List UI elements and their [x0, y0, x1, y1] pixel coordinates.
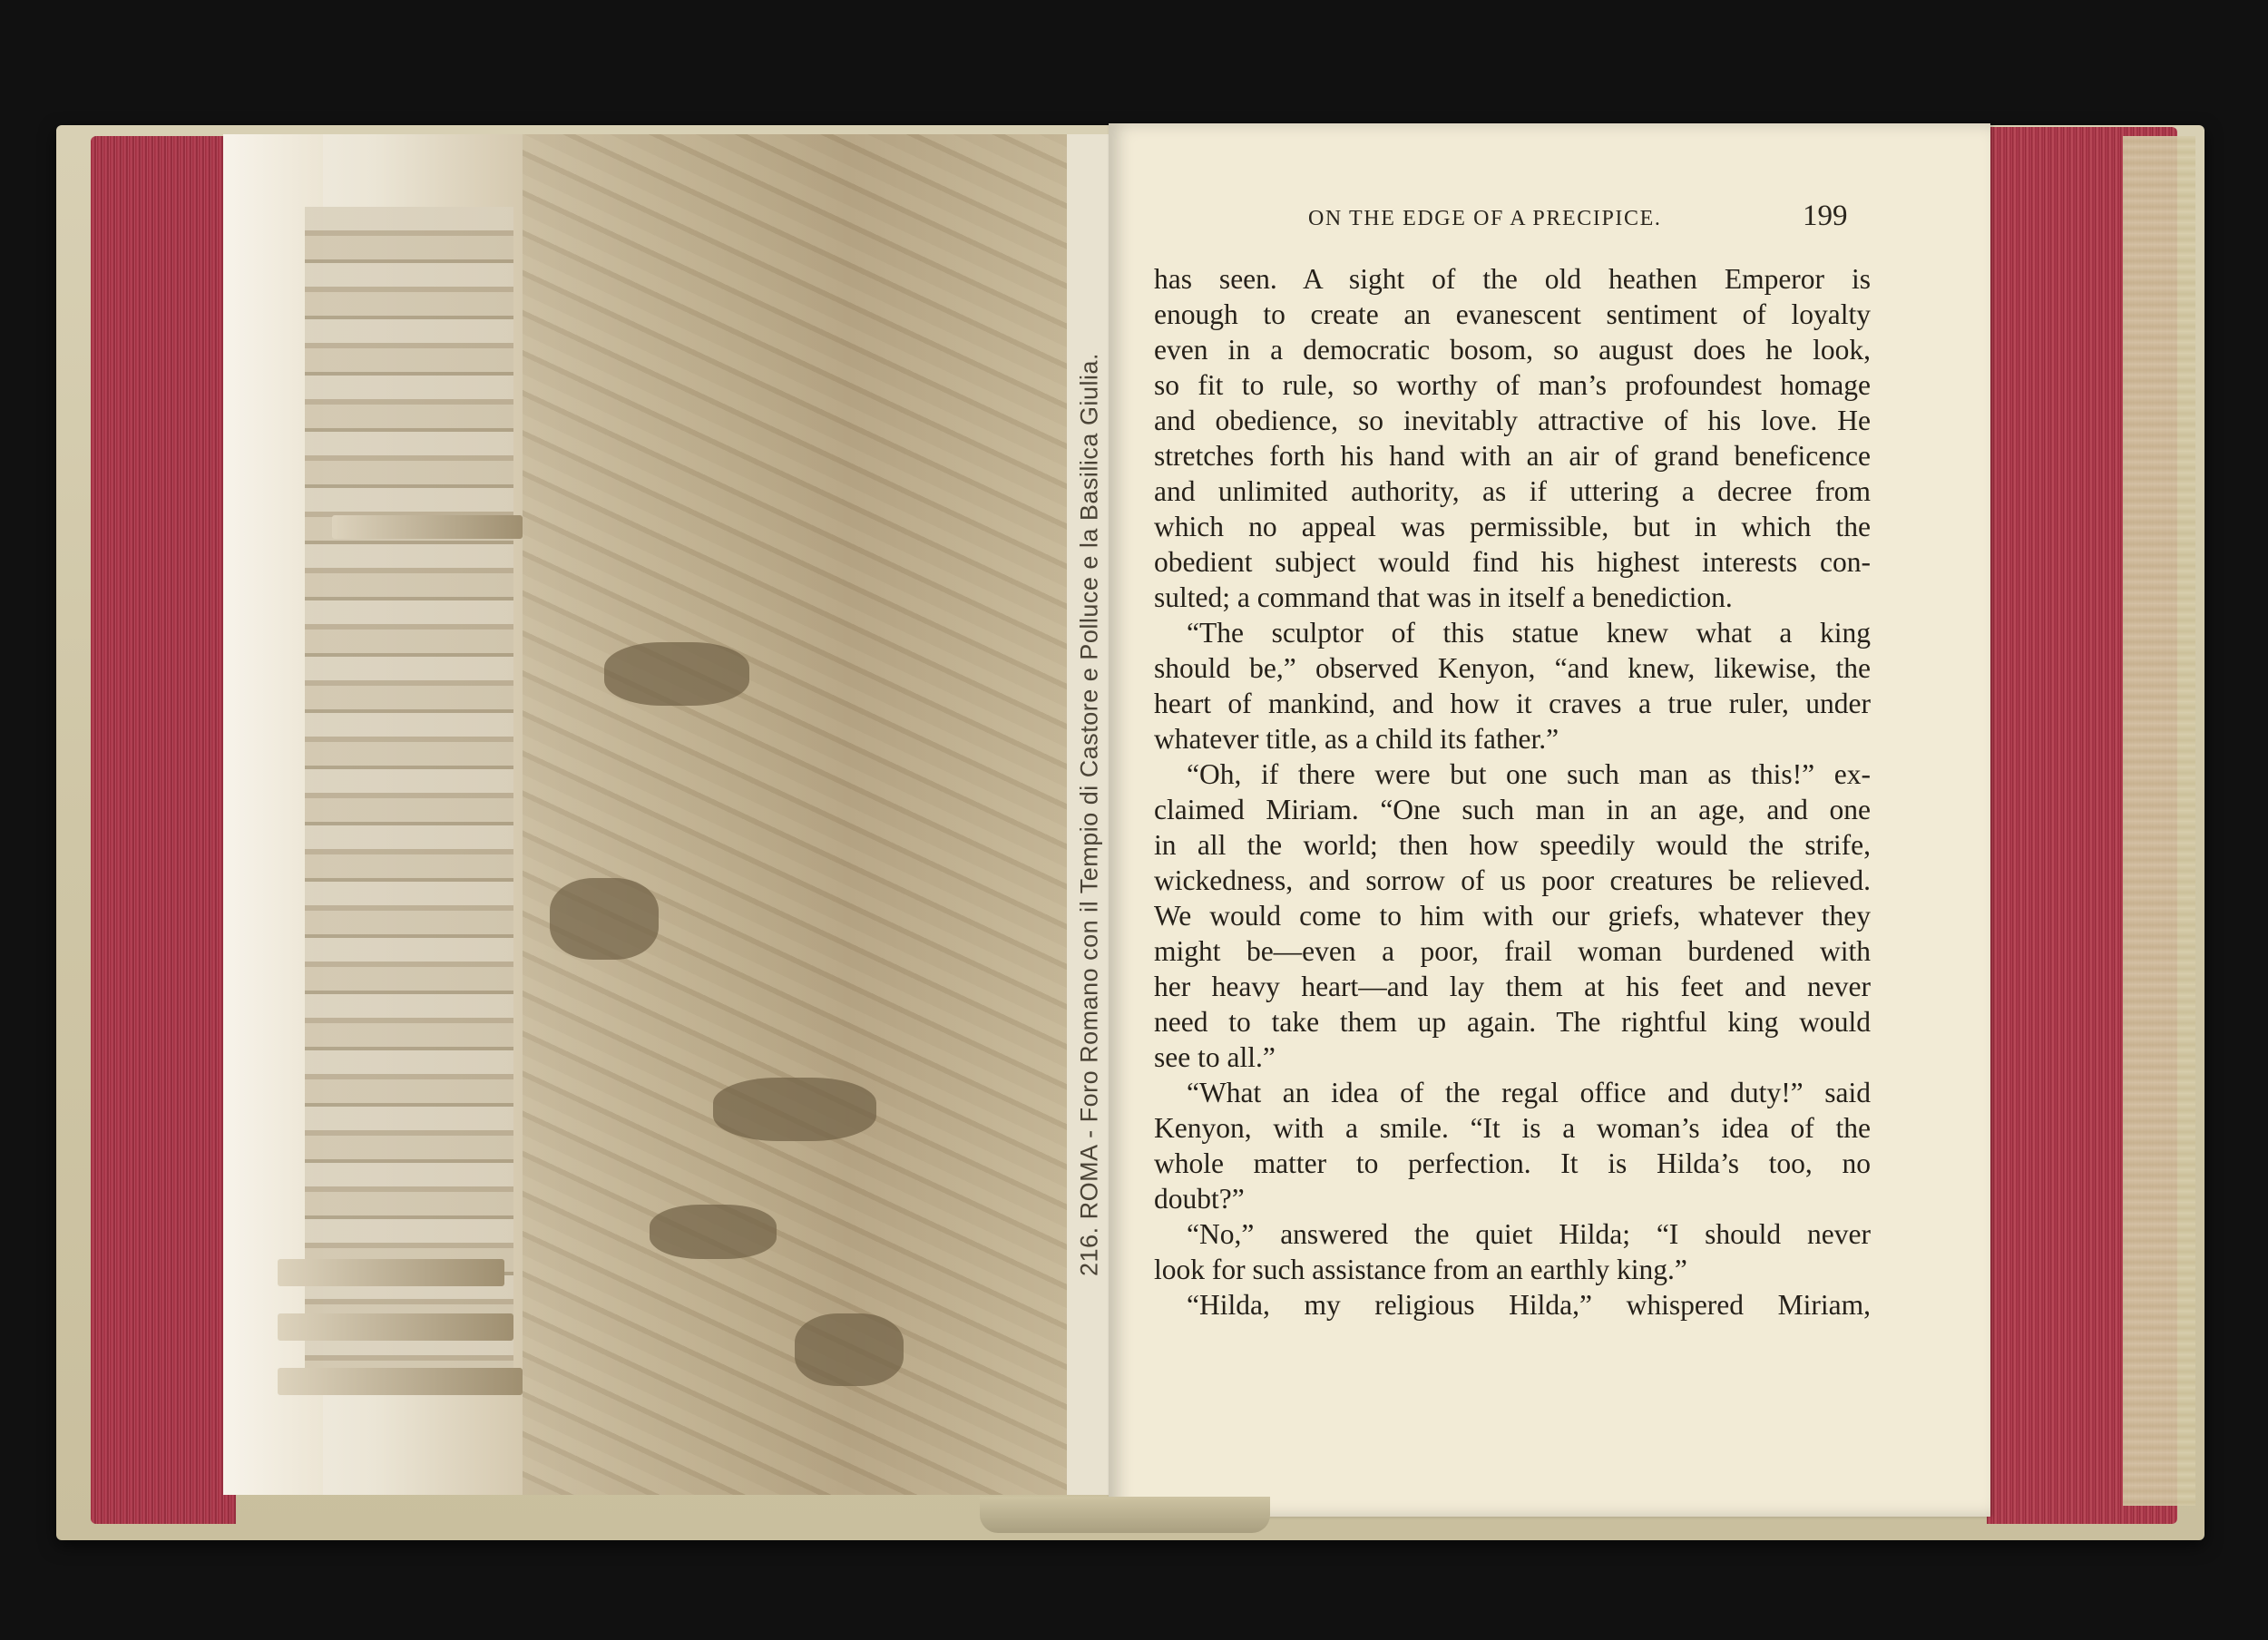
temple-column	[278, 1313, 513, 1341]
text-line: doubt?”	[1154, 1183, 1245, 1215]
right-page	[1109, 123, 1990, 1517]
body-text	[1154, 261, 1871, 1323]
text-line: and obedience, so inevitably attractive of his love. He	[1154, 405, 1871, 436]
text-line: “No,” answered the quiet Hilda; “I should never	[1187, 1218, 1871, 1250]
photo-ground	[523, 134, 1067, 1495]
page-edges-left	[91, 136, 236, 1524]
text-line: sulted; a command that was in itself a benediction.	[1154, 581, 1733, 613]
text-line: might be—even a poor, frail woman burdened with	[1154, 935, 1871, 967]
temple-column	[278, 1368, 523, 1395]
endpaper-decoration	[2123, 136, 2195, 1506]
photo-caption-strip	[1067, 134, 1112, 1495]
text-line: stretches forth his hand with an air of grand beneficence	[1154, 440, 1871, 472]
text-line: Kenyon, with a smile. “It is a woman’s idea of the	[1154, 1112, 1871, 1144]
text-line: even in a democratic bosom, so august does he look,	[1154, 334, 1871, 366]
text-line: wickedness, and sorrow of us poor creatures be relieved.	[1154, 864, 1871, 896]
text-line: heart of mankind, and how it craves a true ruler, under	[1154, 688, 1871, 719]
text-line: “Hilda, my religious Hilda,” whispered Miriam,	[1187, 1289, 1871, 1321]
text-line: claimed Miriam. “One such man in an age, and one	[1154, 794, 1871, 825]
forum-photograph	[223, 134, 1067, 1495]
left-page	[223, 134, 1112, 1495]
text-line: should be,” observed Kenyon, “and knew, likewise, the	[1154, 652, 1871, 684]
spine-bottom	[980, 1497, 1270, 1533]
text-line: “Oh, if there were but one such man as this!” ex-	[1187, 758, 1871, 790]
text-line: in all the world; then how speedily would the strife,	[1154, 829, 1871, 861]
text-line: “The sculptor of this statue knew what a king	[1187, 617, 1871, 649]
text-line: whatever title, as a child its father.”	[1154, 723, 1559, 755]
text-line: see to all.”	[1154, 1041, 1276, 1073]
text-line: so fit to rule, so worthy of man’s profoundest homage	[1154, 369, 1871, 401]
text-line: obedient subject would find his highest interests con-	[1154, 546, 1871, 578]
temple-column	[332, 515, 523, 539]
page-number: 199	[1803, 200, 1848, 232]
photo-buildings	[305, 207, 513, 1386]
text-line: enough to create an evanescent sentiment of loyalty	[1154, 298, 1871, 330]
ruin-fragment	[650, 1205, 777, 1259]
text-line: look for such assistance from an earthly king.”	[1154, 1254, 1687, 1285]
text-line: has seen. A sight of the old heathen Emperor is	[1154, 263, 1871, 295]
text-line: and unlimited authority, as if uttering a decree from	[1154, 475, 1871, 507]
ruin-fragment	[795, 1313, 904, 1386]
running-head: ON THE EDGE OF A PRECIPICE.	[1308, 207, 1662, 230]
text-line: her heavy heart—and lay them at his feet and never	[1154, 971, 1871, 1002]
text-line: We would come to him with our griefs, whatever they	[1154, 900, 1871, 932]
text-line: which no appeal was permissible, but in which the	[1154, 511, 1871, 542]
text-line: whole matter to perfection. It is Hilda’s too, no	[1154, 1147, 1871, 1179]
text-line: need to take them up again. The rightful king would	[1154, 1006, 1871, 1038]
temple-column	[278, 1259, 504, 1286]
ruin-fragment	[713, 1078, 876, 1141]
text-line: “What an idea of the regal office and duty!” said	[1187, 1077, 1871, 1108]
ruin-fragment	[604, 642, 749, 706]
ruin-fragment	[550, 878, 659, 960]
photo-caption: 216. ROMA - Foro Romano con il Tempio di Castore e Polluce e la Basilica Giulia.	[1075, 353, 1103, 1276]
